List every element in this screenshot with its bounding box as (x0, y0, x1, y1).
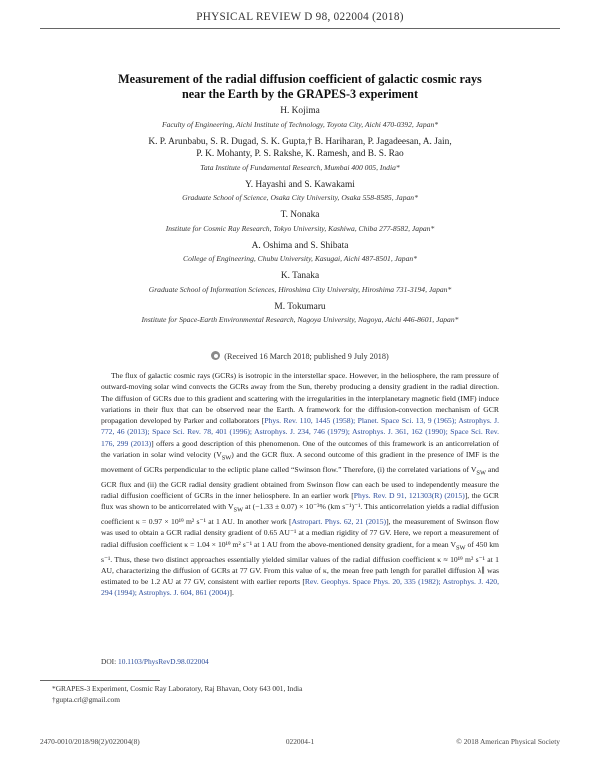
received-line (0, 351, 600, 361)
title-line-1: Measurement of the radial diffusion coefficient of galactic cosmic rays (118, 72, 482, 86)
subscript: SW (476, 469, 486, 477)
abstract-text: ], the measurement of Swinson flow was used to obtain a GCR radial density gradient of 0.65 AU⁻¹ at a median rigidity of 77 GV. Here, we report a measurement of radial diffusion coefficient κ = 1.04 × 10¹⁹ m² s⁻¹ at 1 AU from the above-mentioned density gradient, for a mean V (101, 517, 499, 549)
abstract-text: ], the GCR flux was shown to be anticorrelated with V (101, 491, 500, 512)
abstract-text: ]. (229, 588, 234, 598)
author-names: K. P. Arunbabu, S. R. Dugad, S. K. Gupta,† B. Hariharan, P. Jagadeesan, A. Jain, (148, 136, 452, 147)
title-line-2: near the Earth by the GRAPES-3 experiment (181, 87, 419, 101)
subscript: SW (233, 506, 244, 514)
author-names: A. Oshima and S. Shibata (251, 240, 349, 251)
affiliation: Institute for Cosmic Ray Research, Tokyo University, Kashiwa, Chiba 277-8582, Japan* (165, 223, 435, 233)
author-group (60, 105, 540, 130)
footnote-address: *GRAPES-3 Experiment, Cosmic Ray Laboratory, Raj Bhavan, Ooty 643 001, India (52, 684, 303, 693)
author-group (60, 179, 540, 204)
author-group (60, 301, 540, 326)
author-names: H. Kojima (280, 106, 320, 116)
reference-link[interactable]: Astropart. Phys. 62, 21 (2015) (291, 517, 387, 527)
author-names: T. Nonaka (280, 210, 320, 220)
author-group (60, 209, 540, 234)
footnote-rule (40, 680, 160, 681)
header-rule (40, 28, 560, 29)
doi-line (101, 657, 209, 666)
author-list (60, 105, 540, 331)
abstract-text: and GCR flux and (ii) the GCR radial density gradient obtained from Swinson flow can each be used to independently measure the radial diffusion coefficient of GCRs in the inner heliosphere. In an earlier work [ (101, 464, 499, 501)
reference-link[interactable]: Phys. Rev. D 91, 121303(R) (2015) (353, 491, 465, 501)
author-group (60, 270, 540, 295)
author-names: M. Tokumaru (274, 301, 326, 312)
reference-link[interactable]: Rev. Geophys. Space Phys. 20, 335 (1982); Astrophys. J. 420, 294 (1994); Astrophys. J. 604, 861 (2004) (101, 577, 499, 598)
running-head: PHYSICAL REVIEW D 98, 022004 (2018) (196, 11, 404, 23)
author-names: P. K. Mohanty, P. S. Rakshe, K. Ramesh, and B. S. Rao (196, 149, 404, 159)
copyright: © 2018 American Physical Society (456, 737, 560, 746)
footnote-email[interactable]: †gupta.crl@gmail.com (52, 694, 120, 704)
paper-title (60, 72, 540, 102)
doi-link[interactable]: 10.1103/PhysRevD.98.022004 (118, 657, 209, 666)
affiliation: College of Engineering, Chubu University, Kasugai, Aichi 487-8501, Japan* (183, 254, 417, 263)
affiliation: Graduate School of Information Sciences, Hiroshima City University, Hiroshima 731-3194, Japan* (148, 284, 452, 294)
abstract (101, 370, 499, 599)
author-names: K. Tanaka (280, 271, 320, 281)
affiliation: Institute for Space-Earth Environmental Research, Nagoya University, Nagoya, Aichi 446-8601, Japan* (141, 315, 459, 324)
received-text: (Received 16 March 2018; published 9 July 2018) (224, 352, 389, 361)
author-group (60, 136, 540, 173)
abstract-text: The flux of galactic cosmic rays (GCRs) is isotropic in the interstellar space. However, in the heliosphere, the ram pressure of outward-moving solar wind convects the GCRs away from the Sun, thereby producing a density gradient in the radial direction. The diffusion of GCRs due to this gradient and scattering with the irregularities in the interplanetary magnetic field (IMF) induce variations in their flux that can be observed near the Earth. A framework for the diffusion-convection mechanism of GCR propagation developed by Parker and collaborators [ (101, 371, 499, 426)
footer-issn: 2470-0010/2018/98(2)/022004(8) (40, 737, 140, 746)
author-group (60, 240, 540, 265)
abstract-text: ) and the GCR flux. A second outcome of this gradient in the presence of IMF is the movement of GCRs perpendicular to the ecliptic plane called “Swinson flow.” Therefore, (i) the correlated variations of V (101, 450, 500, 474)
abstract-text: of 450 km s⁻¹. Thus, these two distinct approaches essentially yielded similar values of the radial diffusion coefficient κ ≈ 10¹⁹ m² s⁻¹ at 1 AU, characterizing the diffusion of GCRs at 77 GV. From this value of κ, the mean free path length for parallel diffusion λ∥ was estimated to be 1.2 AU at 77 GV, consistent with earlier reports [ (101, 539, 499, 587)
author-names: Y. Hayashi and S. Kawakami (245, 179, 355, 190)
abstract-text: ] offers a good description of this phenomenon. One of the outcomes of this framework is an anticorrelation of the variation in solar wind velocity (V (101, 438, 499, 460)
subscript: SW (455, 544, 466, 552)
page-number: 022004-1 (285, 737, 315, 746)
abstract-text: at (−1.33 ± 0.07) × 10⁻³% (km s⁻¹)⁻¹. This anticorrelation yields a radial diffusion coefficient κ = 0.97 × 10¹⁹ m² s⁻¹ at 1 AU. In another work [ (101, 502, 499, 527)
subscript: SW (221, 454, 232, 462)
affiliation: Faculty of Engineering, Aichi Institute of Technology, Toyota City, Aichi 470-0392, Japan* (161, 119, 439, 129)
doi-label: DOI: (101, 657, 119, 666)
affiliation: Tata Institute of Fundamental Research, Mumbai 400 005, India* (200, 162, 400, 172)
crossmark-icon[interactable] (211, 351, 220, 360)
footnotes (52, 684, 552, 705)
reference-link[interactable]: Phys. Rev. 110, 1445 (1958); Planet. Space Sci. 13, 9 (1965); Astrophys. J. 772, 46 (2013); Space Sci. Rev. 78, 401 (1996); Astrophys. J. 234, 746 (1979); Astrophys. J. 361, 162 (1990); Space Sci. Rev. 176, 299 (2013) (101, 416, 499, 448)
affiliation: Graduate School of Science, Osaka City University, Osaka 558-8585, Japan* (182, 193, 418, 202)
